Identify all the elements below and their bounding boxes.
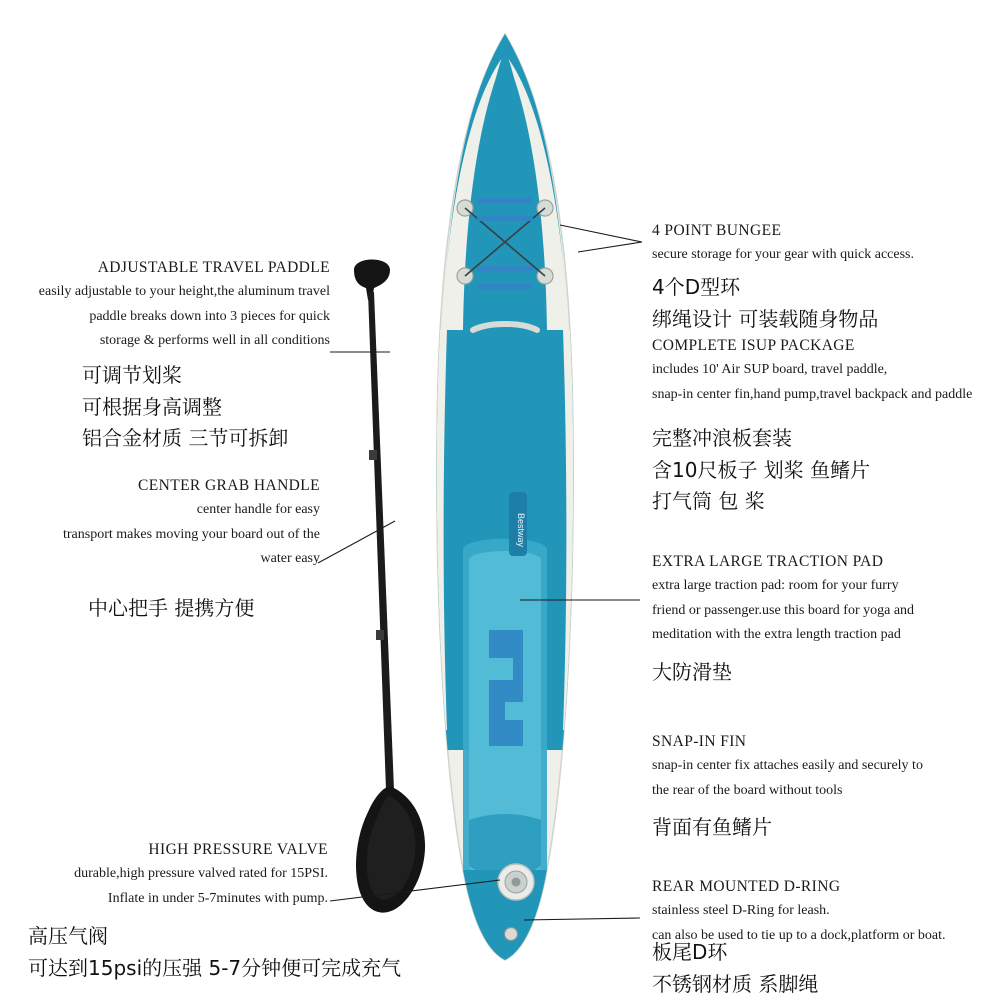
- callout-title: COMPLETE ISUP PACKAGE: [652, 337, 855, 354]
- travel-paddle-illustration: [330, 230, 460, 920]
- rear-d-ring-graphic: [505, 928, 518, 941]
- callout-desc-line: stainless steel D-Ring for leash.: [652, 903, 830, 919]
- callout-cn-line: 大防滑垫: [652, 660, 732, 684]
- callout-four-point-bungee-cn: [652, 272, 992, 335]
- callout-cn-line: 绑绳设计 可装载随身物品: [652, 306, 879, 331]
- callout-cn-line: 背面有鱼鳍片: [652, 815, 772, 839]
- callout-cn-line: 不锈钢材质 系脚绳: [652, 971, 819, 996]
- callout-desc-line: snap-in center fix attaches easily and securely to: [652, 758, 923, 774]
- callout-cn-line: 板尾D环: [652, 940, 728, 964]
- callout-cn-line: 可达到15psi的压强 5-7分钟便可完成充气: [28, 955, 402, 980]
- callout-cn-line: 可调节划桨: [82, 363, 182, 387]
- callout-desc-line: water easy: [260, 551, 320, 567]
- callout-desc-line: Inflate in under 5-7minutes with pump.: [107, 890, 328, 906]
- board-brand-badge: [509, 492, 527, 556]
- callout-title: 4 POINT BUNGEE: [652, 222, 782, 239]
- callout-cn-line: 高压气阀: [28, 924, 108, 948]
- callout-desc-line: extra large traction pad: room for your furry: [652, 578, 899, 594]
- callout-adjustable-travel-paddle: [0, 256, 330, 354]
- callout-desc-line: center handle for easy: [196, 502, 320, 518]
- callout-extra-large-traction-pad: [652, 550, 992, 648]
- callout-desc-line: transport makes moving your board out of the: [62, 526, 320, 542]
- callout-cn-line: 可根据身高调整: [82, 394, 222, 419]
- callout-adjustable-travel-paddle-cn: [82, 360, 342, 455]
- callout-desc-line: friend or passenger.use this board for yoga and: [652, 602, 915, 618]
- callout-desc-line: meditation with the extra length traction pad: [652, 627, 901, 643]
- callout-four-point-bungee: [652, 219, 992, 268]
- callout-complete-isup-package: [652, 334, 997, 407]
- callout-desc-line: the rear of the board without tools: [652, 782, 843, 798]
- callout-desc-line: storage & performs well in all conditions: [99, 333, 330, 349]
- callout-desc-line: paddle breaks down into 3 pieces for quick: [89, 308, 330, 324]
- callout-high-pressure-valve-cn: [28, 921, 448, 984]
- callout-desc-line: secure storage for your gear with quick access.: [652, 247, 915, 263]
- callout-title: EXTRA LARGE TRACTION PAD: [652, 553, 884, 570]
- callout-high-pressure-valve: [0, 838, 328, 911]
- callout-center-grab-handle-cn: [88, 593, 338, 625]
- callout-title: HIGH PRESSURE VALVE: [148, 841, 328, 858]
- callout-desc-line: includes 10' Air SUP board, travel paddle,: [652, 362, 888, 378]
- callout-title: CENTER GRAB HANDLE: [138, 477, 320, 494]
- callout-cn-line: 含10尺板子 划桨 鱼鳍片: [652, 457, 871, 482]
- callout-cn-line: 4个D型环: [652, 275, 741, 299]
- callout-extra-large-traction-pad-cn: [652, 657, 992, 689]
- callout-desc-line: durable,high pressure valved rated for 15PSI.: [74, 866, 328, 882]
- callout-desc-line: snap-in center fin,hand pump,travel backpack and paddle: [652, 386, 973, 402]
- callout-title: REAR MOUNTED D-RING: [652, 878, 841, 895]
- board-logo-text: Bestway: [516, 512, 526, 548]
- callout-snap-in-fin-cn: [652, 812, 992, 844]
- callout-title: SNAP-IN FIN: [652, 733, 747, 750]
- high-pressure-valve-graphic: [498, 864, 534, 900]
- callout-title: ADJUSTABLE TRAVEL PADDLE: [97, 259, 330, 276]
- callout-cn-line: 完整冲浪板套装: [652, 426, 792, 450]
- callout-snap-in-fin: [652, 730, 992, 803]
- callout-cn-line: 打气筒 包 桨: [652, 489, 765, 514]
- callout-rear-mounted-d-ring-cn: [652, 937, 997, 1000]
- callout-complete-isup-package-cn: [652, 423, 997, 518]
- callout-center-grab-handle: [0, 474, 320, 572]
- callout-cn-line: 铝合金材质 三节可拆卸: [82, 426, 289, 451]
- callout-desc-line: can also be used to tie up to a dock,platform or boat.: [652, 927, 946, 943]
- callout-desc-line: easily adjustable to your height,the aluminum travel: [38, 284, 330, 300]
- callout-cn-line: 中心把手 提携方便: [88, 596, 255, 620]
